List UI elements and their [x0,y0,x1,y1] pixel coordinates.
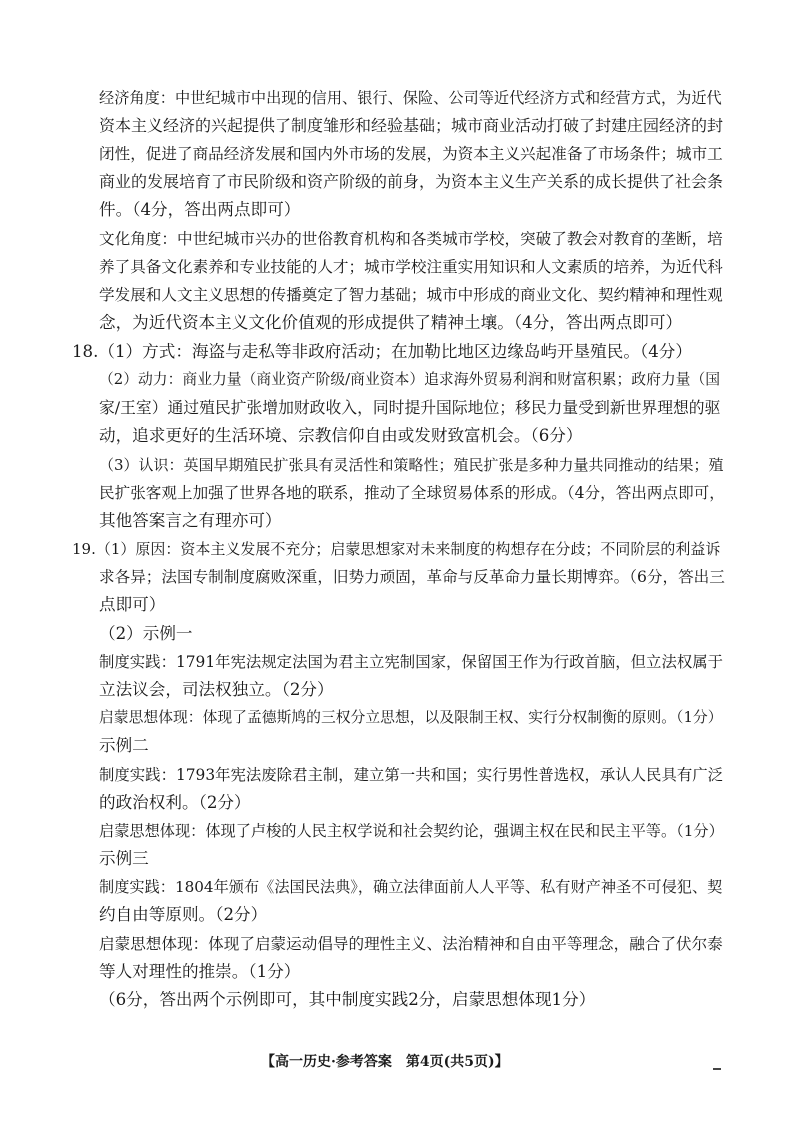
q18-part2-line-1: （2）动力：商业力量（商业资产阶级/商业资本）追求海外贸易利润和财富积累；政府力量（国 [99,371,721,388]
q19-part2-heading: （2）示例一 [99,624,193,643]
q19-part1-line-3: 点即可） [99,595,166,614]
econ-line-2: 资本主义经济的兴起提供了制度雏形和经验基础；城市商业活动打破了封建庄园经济的封 [99,116,724,135]
econ-line-1: 经济角度：中世纪城市中出现的信用、银行、保险、公司等近代经济方式和经营方式，为近代 [99,89,722,107]
q18-part2-line-3: 动，追求更好的生活环境、宗教信仰自由或发财致富机会。（6分） [99,426,583,445]
q18-part3-line-3: 其他答案言之有理亦可） [99,511,282,530]
culture-line-2: 养了具备文化素养和专业技能的人才；城市学校注重实用知识和人文素质的培养，为近代科 [99,258,723,276]
example1-practice-line-1: 制度实践：1791年宪法规定法国为君主立宪制国家，保留国王作为行政首脑，但立法权属于 [99,653,724,671]
example3-enlightenment-line-1: 启蒙思想体现：体现了启蒙运动倡导的理性主义、法治精神和自由平等理念，融合了伏尔泰 [99,935,723,953]
example3-enlightenment-line-2: 等人对理性的推崇。（1分） [99,962,301,981]
q18-part3-line-1: （3）认识：英国早期殖民扩张具有灵活性和策略性；殖民扩张是多种力量共同推动的结果；殖 [99,456,724,474]
example3-practice-line-1: 制度实践：1804年颁布《法国民法典》，确立法律面前人人平等、私有财产神圣不可侵犯、契 [99,878,723,896]
scoring-note: （6分，答出两个示例即可，其中制度实践2分，启蒙思想体现1分） [99,990,596,1009]
example3-heading: 示例三 [99,849,149,868]
example2-enlightenment: 启蒙思想体现：体现了卢梭的人民主权学说和社会契约论，强调主权在民和民主平等。（1分） [99,822,724,840]
q19-part1-line-2: 求各异；法国专制制度腐败深重，旧势力顽固，革命与反革命力量长期博弈。（6分，答出三 [99,568,725,586]
culture-line-1: 文化角度：中世纪城市兴办的世俗教育机构和各类城市学校，突破了教会对教育的垄断，培 [99,230,723,248]
econ-line-4: 商业的发展培育了市民阶级和资产阶级的前身，为资本主义生产关系的成长提供了社会条 [99,172,724,191]
q18-part2-line-2: 家/王室）通过殖民扩张增加财政收入，同时提升国际地位；移民力量受到新世界理想的驱 [99,398,721,417]
econ-line-3: 闭性，促进了商品经济发展和国内外市场的发展，为资本主义兴起准备了市场条件；城市工 [99,145,723,163]
q19-part1-line-1: 19.（1）原因：资本主义发展不充分；启蒙思想家对未来制度的构想存在分歧；不同阶层的利益诉 [72,540,721,558]
example2-practice-line-2: 的政治权利。（2分） [99,793,251,812]
example1-enlightenment: 启蒙思想体现：体现了孟德斯鸠的三权分立思想，以及限制王权、实行分权制衡的原则。（1分） [99,709,723,726]
econ-line-5: 件。（4分，答出两点即可） [99,200,301,219]
page-footer: 【高一历史·参考答案 第4页(共5页)】 [261,1054,509,1070]
example3-practice-line-2: 约自由等原则。（2分） [99,905,268,924]
example2-heading: 示例二 [99,736,149,755]
q18-part3-line-2: 民扩张客观上加强了世界各地的联系，推动了全球贸易体系的形成。（4分，答出两点即可， [99,484,725,502]
example1-practice-line-2: 立法议会，司法权独立。（2分） [99,680,334,699]
culture-line-4: 念，为近代资本主义文化价值观的形成提供了精神土壤。（4分，答出两点即可） [99,313,683,332]
culture-line-3: 学发展和人文主义思想的传播奠定了智力基础；城市中形成的商业文化、契约精神和理性观 [99,286,723,304]
corner-mark [713,1068,721,1070]
q18-part1: 18.（1）方式：海盗与走私等非政府活动；在加勒比地区边缘岛屿开垦殖民。（4分） [72,342,692,361]
example2-practice-line-1: 制度实践：1793年宪法废除君主制，建立第一共和国；实行男性普选权，承认人民具有广泛 [99,766,724,784]
